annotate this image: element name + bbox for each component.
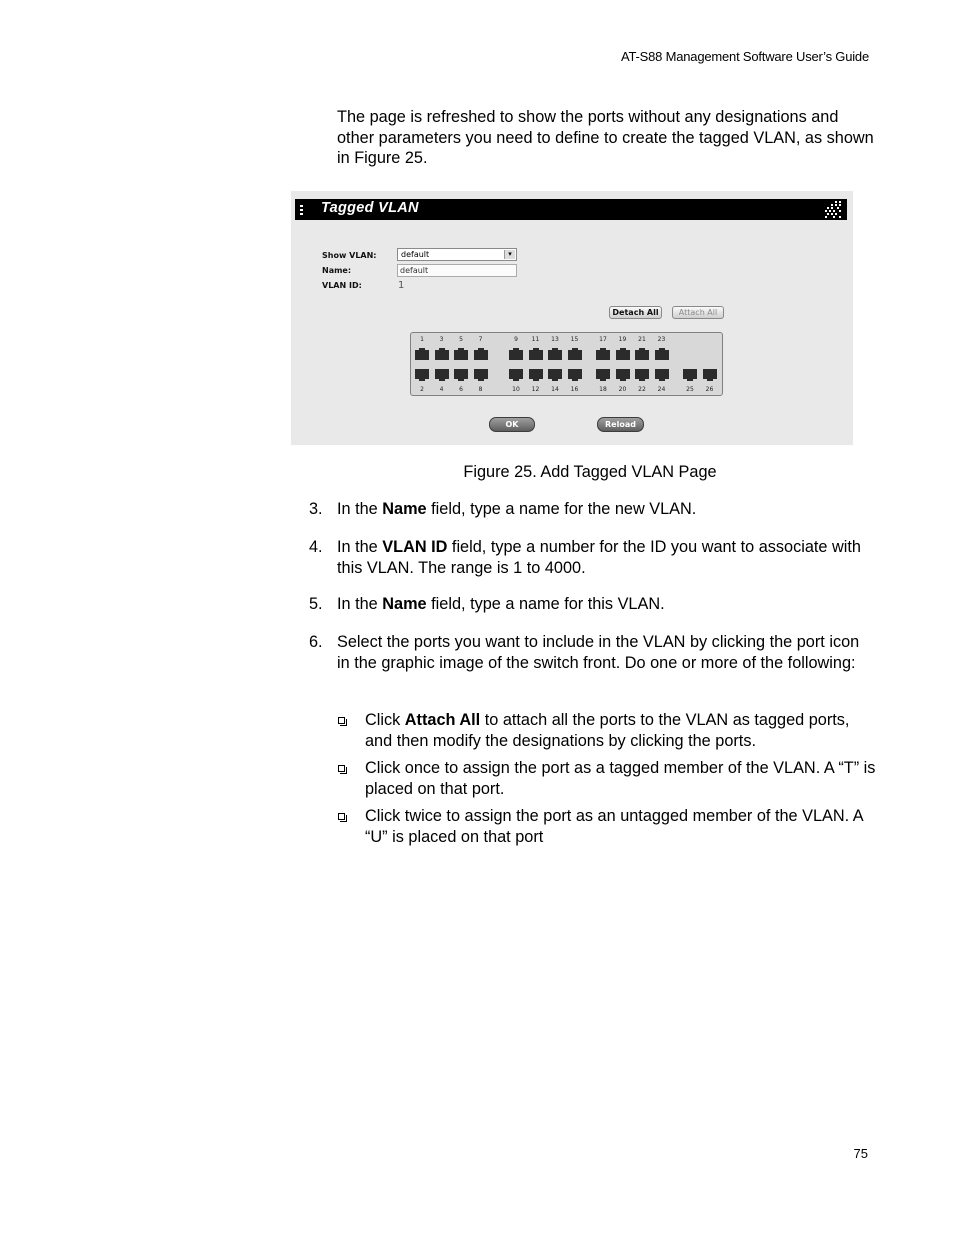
port-number-label: 22	[638, 386, 646, 393]
step-text: In the VLAN ID field, type a number for the ID you want to associate with this VLAN. The range is 1 to 4000.	[337, 538, 861, 577]
port-number-label: 18	[599, 386, 607, 393]
figure-caption: Figure 25. Add Tagged VLAN Page	[463, 463, 717, 481]
port-number-label: 12	[531, 386, 540, 393]
checkbox-bullet-icon	[338, 813, 345, 820]
step-number: 4.	[309, 538, 323, 556]
checkbox-bullet-icon	[338, 765, 345, 772]
port-2-icon[interactable]	[415, 369, 429, 383]
name-field[interactable]	[397, 264, 517, 277]
port-number-label: 19	[618, 336, 627, 343]
port-number-label: 3	[439, 336, 444, 343]
figure-title: Tagged VLAN	[321, 200, 419, 216]
port-23-icon[interactable]	[655, 346, 669, 360]
port-18-icon[interactable]	[596, 369, 610, 383]
port-number-label: 2	[420, 386, 424, 393]
port-7-icon[interactable]	[474, 346, 488, 360]
name-field-value: default	[400, 266, 429, 275]
grip-dots-icon	[300, 205, 303, 215]
port-number-label: 1	[420, 336, 424, 343]
port-10-icon[interactable]	[509, 369, 523, 383]
port-number-label: 20	[618, 386, 627, 393]
port-8-icon[interactable]	[474, 369, 488, 383]
vlan-id-label: VLAN ID:	[322, 281, 362, 290]
port-21-icon[interactable]	[635, 346, 649, 360]
title-bar	[295, 199, 847, 220]
checkbox-bullet-icon	[338, 717, 345, 724]
logo-icon	[823, 200, 843, 219]
running-header: AT-S88 Management Software User’s Guide	[621, 49, 869, 64]
port-number-label: 16	[570, 386, 579, 393]
port-9-icon[interactable]	[509, 346, 523, 360]
port-15-icon[interactable]	[568, 346, 582, 360]
reload-button[interactable]: Reload	[597, 417, 644, 432]
step-text: Select the ports you want to include in the VLAN by clicking the port icon in the graphic image of the switch front. Do one or more of the following:	[337, 633, 860, 672]
port-number-label: 6	[459, 386, 463, 393]
step-number: 6.	[309, 633, 323, 651]
show-vlan-label: Show VLAN:	[322, 251, 377, 260]
port-20-icon[interactable]	[616, 369, 630, 383]
intro-paragraph: The page is refreshed to show the ports without any designations and other parameters you need to define to create the tagged VLAN, as shown in Figure 25.	[337, 108, 874, 167]
port-number-label: 26	[705, 386, 714, 393]
port-22-icon[interactable]	[635, 369, 649, 383]
port-13-icon[interactable]	[548, 346, 562, 360]
port-number-label: 23	[657, 336, 666, 343]
port-number-label: 17	[599, 336, 607, 343]
ok-button[interactable]: OK	[489, 417, 535, 432]
port-number-label: 13	[551, 336, 559, 343]
port-number-label: 5	[459, 336, 463, 343]
port-17-icon[interactable]	[596, 346, 610, 360]
bullet-text: Click twice to assign the port as an untagged member of the VLAN. A “U” is placed on that port	[365, 807, 863, 846]
port-number-label: 10	[512, 386, 520, 393]
port-number-label: 24	[657, 386, 666, 393]
show-vlan-value: default	[401, 250, 430, 259]
port-number-label: 8	[478, 386, 483, 393]
port-number-label: 11	[531, 336, 540, 343]
port-24-icon[interactable]	[655, 369, 669, 383]
port-number-label: 21	[638, 336, 646, 343]
step-number: 3.	[309, 500, 323, 518]
port-11-icon[interactable]	[529, 346, 543, 360]
port-number-label: 9	[514, 336, 518, 343]
port-14-icon[interactable]	[548, 369, 562, 383]
vlan-id-value: 1	[398, 280, 405, 291]
port-number-label: 14	[551, 386, 559, 393]
port-16-icon[interactable]	[568, 369, 582, 383]
show-vlan-select[interactable]	[397, 248, 517, 261]
port-12-icon[interactable]	[529, 369, 543, 383]
port-25-icon[interactable]	[683, 369, 697, 383]
step-text: In the Name field, type a name for this VLAN.	[337, 595, 665, 613]
port-6-icon[interactable]	[454, 369, 468, 383]
port-4-icon[interactable]	[435, 369, 449, 383]
port-19-icon[interactable]	[616, 346, 630, 360]
bullet-text: Click once to assign the port as a tagged member of the VLAN. A “T” is placed on that port.	[365, 759, 876, 798]
port-26-icon[interactable]	[703, 369, 717, 383]
name-label: Name:	[322, 266, 352, 275]
detach-all-button[interactable]: Detach All	[609, 306, 662, 319]
bullet-text: Click Attach All to attach all the ports to the VLAN as tagged ports, and then modify the designations by clicking the ports.	[365, 711, 850, 750]
attach-all-button[interactable]: Attach All	[672, 306, 724, 319]
port-5-icon[interactable]	[454, 346, 468, 360]
port-number-label: 7	[478, 336, 483, 343]
port-3-icon[interactable]	[435, 346, 449, 360]
chevron-down-icon[interactable]: ▾	[504, 250, 515, 259]
step-number: 5.	[309, 595, 323, 613]
port-1-icon[interactable]	[415, 346, 429, 360]
step-text: In the Name field, type a name for the new VLAN.	[337, 500, 697, 518]
page-number: 75	[853, 1146, 868, 1161]
figure-tagged-vlan-screenshot	[291, 191, 853, 445]
port-number-label: 25	[686, 386, 694, 393]
port-number-label: 4	[439, 386, 444, 393]
port-number-label: 15	[570, 336, 579, 343]
